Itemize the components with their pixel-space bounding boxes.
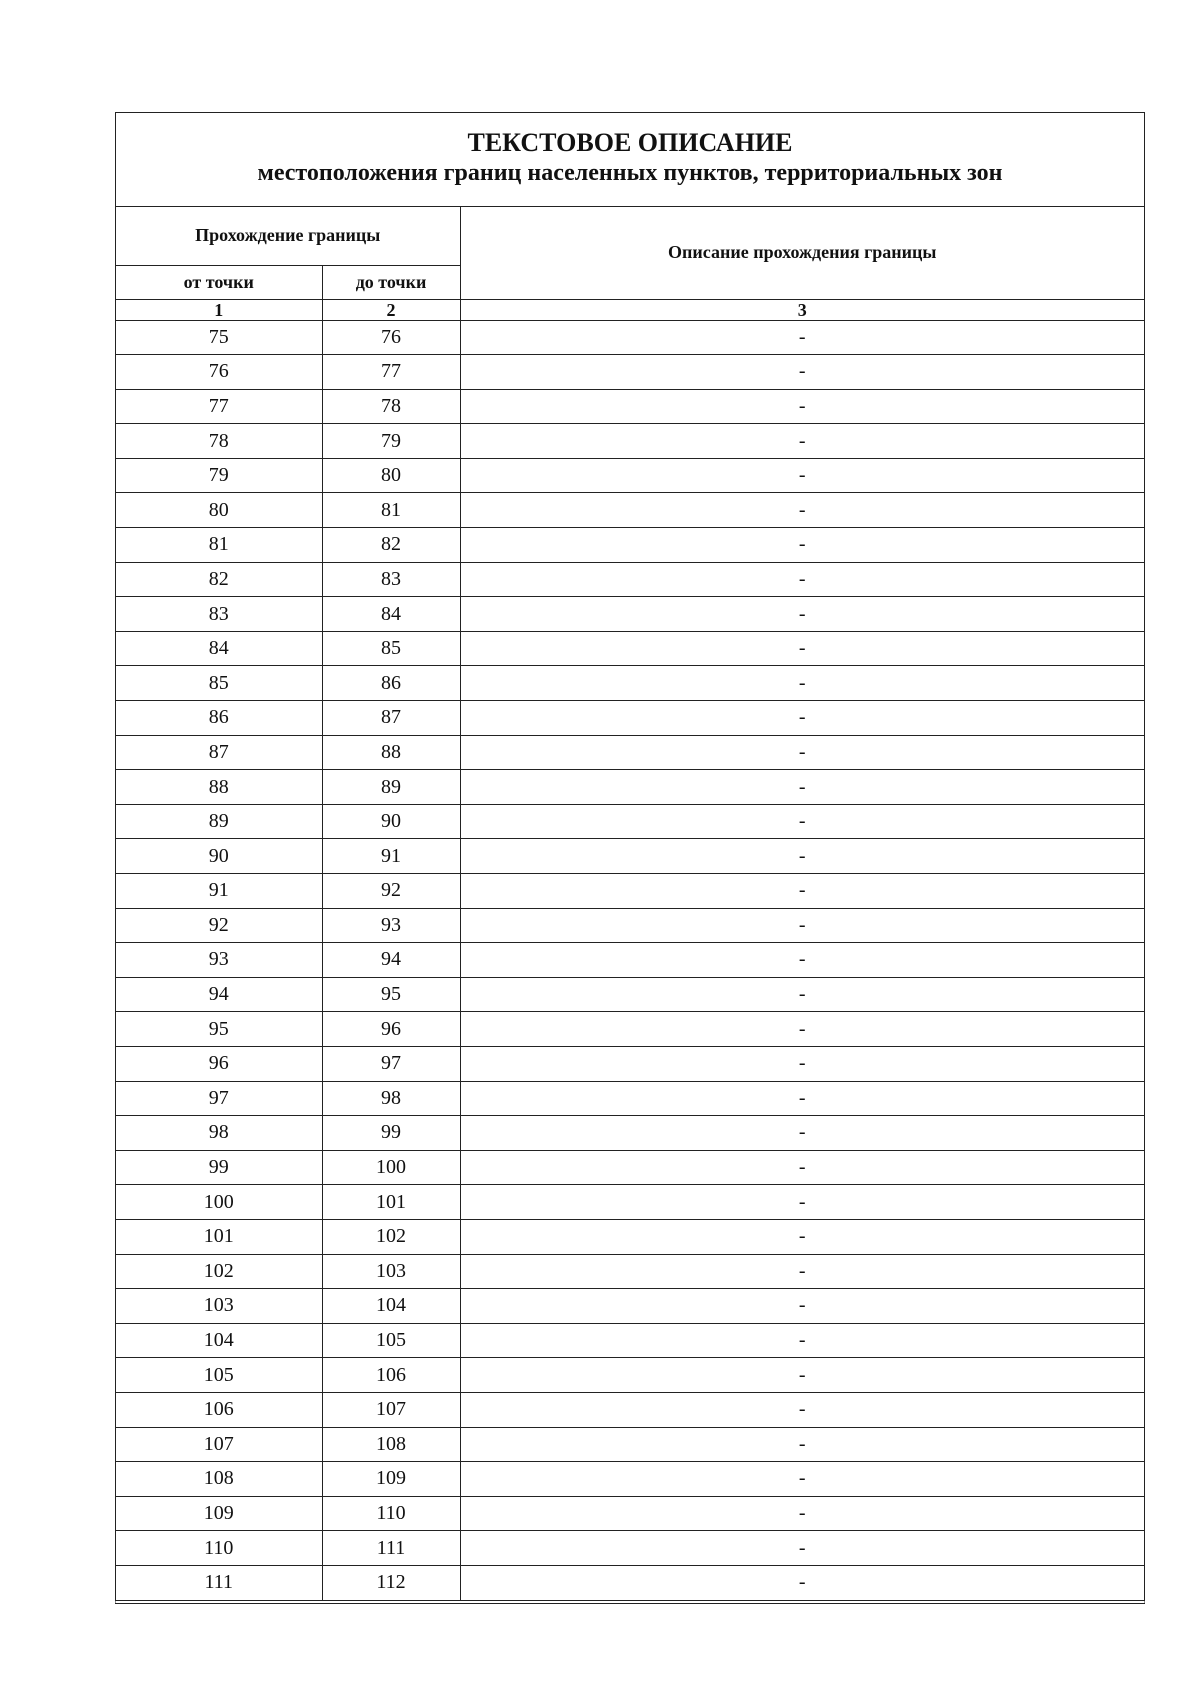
table-row	[116, 770, 1144, 805]
to-point-cell: 112	[322, 1565, 460, 1600]
to-point-cell: 77	[322, 355, 460, 390]
from-point-cell: 98	[116, 1116, 322, 1151]
table-row	[116, 1289, 1144, 1324]
to-point-cell: 100	[322, 1150, 460, 1185]
to-point-cell: 108	[322, 1427, 460, 1462]
to-point-cell: 101	[322, 1185, 460, 1220]
from-point-cell: 83	[116, 597, 322, 632]
table-row	[116, 804, 1144, 839]
from-point-cell: 87	[116, 735, 322, 770]
description-cell: -	[460, 735, 1144, 770]
table-row	[116, 1358, 1144, 1393]
description-cell: -	[460, 1289, 1144, 1324]
description-cell: -	[460, 943, 1144, 978]
description-cell: -	[460, 1496, 1144, 1531]
table-row	[116, 320, 1144, 355]
table-row	[116, 1565, 1144, 1600]
table-row	[116, 908, 1144, 943]
description-cell: -	[460, 1358, 1144, 1393]
from-point-cell: 109	[116, 1496, 322, 1531]
from-point-cell: 101	[116, 1219, 322, 1254]
to-point-cell: 93	[322, 908, 460, 943]
table-row	[116, 839, 1144, 874]
description-cell: -	[460, 839, 1144, 874]
description-cell: -	[460, 424, 1144, 459]
to-point-cell: 95	[322, 977, 460, 1012]
from-point-cell: 84	[116, 631, 322, 666]
to-point-cell: 99	[322, 1116, 460, 1151]
table-row	[116, 874, 1144, 909]
description-cell: -	[460, 908, 1144, 943]
description-cell: -	[460, 977, 1144, 1012]
description-cell: -	[460, 1427, 1144, 1462]
description-cell: -	[460, 389, 1144, 424]
table-row	[116, 1150, 1144, 1185]
description-cell: -	[460, 1531, 1144, 1566]
table-row	[116, 1081, 1144, 1116]
table-row	[116, 528, 1144, 563]
from-point-cell: 95	[116, 1012, 322, 1047]
to-point-cell: 81	[322, 493, 460, 528]
table-row	[116, 1462, 1144, 1497]
from-point-cell: 96	[116, 1046, 322, 1081]
description-cell: -	[460, 1462, 1144, 1497]
description-cell: -	[460, 1565, 1144, 1600]
table-row	[116, 631, 1144, 666]
from-point-cell: 91	[116, 874, 322, 909]
table-row	[116, 735, 1144, 770]
description-cell: -	[460, 1116, 1144, 1151]
table-row	[116, 1012, 1144, 1047]
from-point-header: от точки	[116, 265, 322, 299]
from-point-cell: 89	[116, 804, 322, 839]
to-point-cell: 87	[322, 701, 460, 736]
from-point-cell: 111	[116, 1565, 322, 1600]
description-cell: -	[460, 874, 1144, 909]
to-point-cell: 88	[322, 735, 460, 770]
from-point-cell: 110	[116, 1531, 322, 1566]
table-body	[116, 320, 1144, 1600]
to-point-cell: 89	[322, 770, 460, 805]
description-cell: -	[460, 1012, 1144, 1047]
from-point-cell: 80	[116, 493, 322, 528]
from-point-cell: 103	[116, 1289, 322, 1324]
to-point-cell: 103	[322, 1254, 460, 1289]
table-row	[116, 1392, 1144, 1427]
from-point-cell: 107	[116, 1427, 322, 1462]
table-row	[116, 1531, 1144, 1566]
from-point-cell: 81	[116, 528, 322, 563]
table-row	[116, 1185, 1144, 1220]
description-cell: -	[460, 1081, 1144, 1116]
description-cell: -	[460, 666, 1144, 701]
from-point-cell: 105	[116, 1358, 322, 1393]
to-point-cell: 110	[322, 1496, 460, 1531]
to-point-cell: 92	[322, 874, 460, 909]
from-point-cell: 104	[116, 1323, 322, 1358]
description-cell: -	[460, 355, 1144, 390]
table-row	[116, 1046, 1144, 1081]
from-point-cell: 100	[116, 1185, 322, 1220]
from-point-cell: 99	[116, 1150, 322, 1185]
to-point-cell: 109	[322, 1462, 460, 1497]
description-header: Описание прохождения границы	[460, 207, 1144, 299]
to-point-cell: 104	[322, 1289, 460, 1324]
to-point-cell: 97	[322, 1046, 460, 1081]
boundary-table	[116, 207, 1144, 1600]
column-number-1: 1	[116, 299, 322, 320]
to-point-cell: 98	[322, 1081, 460, 1116]
from-point-cell: 88	[116, 770, 322, 805]
to-point-cell: 80	[322, 458, 460, 493]
from-point-cell: 108	[116, 1462, 322, 1497]
from-point-cell: 76	[116, 355, 322, 390]
column-number-2: 2	[322, 299, 460, 320]
document-subtitle: местоположения границ населенных пунктов, территориальных зон	[257, 160, 1003, 186]
description-cell: -	[460, 1219, 1144, 1254]
table-row	[116, 597, 1144, 632]
description-cell: -	[460, 1046, 1144, 1081]
from-point-cell: 93	[116, 943, 322, 978]
table-row	[116, 424, 1144, 459]
to-point-cell: 107	[322, 1392, 460, 1427]
boundary-passage-header: Прохождение границы	[116, 207, 460, 265]
description-cell: -	[460, 631, 1144, 666]
description-cell: -	[460, 320, 1144, 355]
table-row	[116, 493, 1144, 528]
table-row	[116, 1219, 1144, 1254]
to-point-cell: 106	[322, 1358, 460, 1393]
document-title: ТЕКСТОВОЕ ОПИСАНИЕ	[467, 128, 793, 157]
to-point-cell: 111	[322, 1531, 460, 1566]
to-point-cell: 94	[322, 943, 460, 978]
from-point-cell: 106	[116, 1392, 322, 1427]
description-cell: -	[460, 1185, 1144, 1220]
table-row	[116, 1496, 1144, 1531]
from-point-cell: 77	[116, 389, 322, 424]
from-point-cell: 82	[116, 562, 322, 597]
table-row	[116, 701, 1144, 736]
table-row	[116, 1254, 1144, 1289]
to-point-cell: 78	[322, 389, 460, 424]
description-cell: -	[460, 701, 1144, 736]
table-row	[116, 666, 1144, 701]
column-number-3: 3	[460, 299, 1144, 320]
from-point-cell: 102	[116, 1254, 322, 1289]
description-cell: -	[460, 528, 1144, 563]
to-point-cell: 91	[322, 839, 460, 874]
table-row	[116, 458, 1144, 493]
description-cell: -	[460, 770, 1144, 805]
to-point-cell: 84	[322, 597, 460, 632]
description-cell: -	[460, 458, 1144, 493]
from-point-cell: 97	[116, 1081, 322, 1116]
to-point-cell: 102	[322, 1219, 460, 1254]
from-point-cell: 75	[116, 320, 322, 355]
description-cell: -	[460, 1392, 1144, 1427]
from-point-cell: 92	[116, 908, 322, 943]
from-point-cell: 86	[116, 701, 322, 736]
to-point-cell: 96	[322, 1012, 460, 1047]
table-row	[116, 562, 1144, 597]
to-point-cell: 86	[322, 666, 460, 701]
description-cell: -	[460, 562, 1144, 597]
to-point-cell: 82	[322, 528, 460, 563]
description-cell: -	[460, 1254, 1144, 1289]
to-point-header: до точки	[322, 265, 460, 299]
from-point-cell: 90	[116, 839, 322, 874]
to-point-cell: 83	[322, 562, 460, 597]
table-row	[116, 977, 1144, 1012]
table-row	[116, 1323, 1144, 1358]
document-title-block	[116, 113, 1144, 207]
to-point-cell: 79	[322, 424, 460, 459]
table-row	[116, 1116, 1144, 1151]
from-point-cell: 78	[116, 424, 322, 459]
from-point-cell: 79	[116, 458, 322, 493]
description-cell: -	[460, 493, 1144, 528]
from-point-cell: 94	[116, 977, 322, 1012]
description-cell: -	[460, 1150, 1144, 1185]
to-point-cell: 76	[322, 320, 460, 355]
from-point-cell: 85	[116, 666, 322, 701]
table-row	[116, 389, 1144, 424]
to-point-cell: 90	[322, 804, 460, 839]
table-row	[116, 943, 1144, 978]
to-point-cell: 85	[322, 631, 460, 666]
table-row	[116, 355, 1144, 390]
boundary-description-document	[115, 112, 1145, 1604]
to-point-cell: 105	[322, 1323, 460, 1358]
table-row	[116, 1427, 1144, 1462]
description-cell: -	[460, 1323, 1144, 1358]
description-cell: -	[460, 597, 1144, 632]
description-cell: -	[460, 804, 1144, 839]
